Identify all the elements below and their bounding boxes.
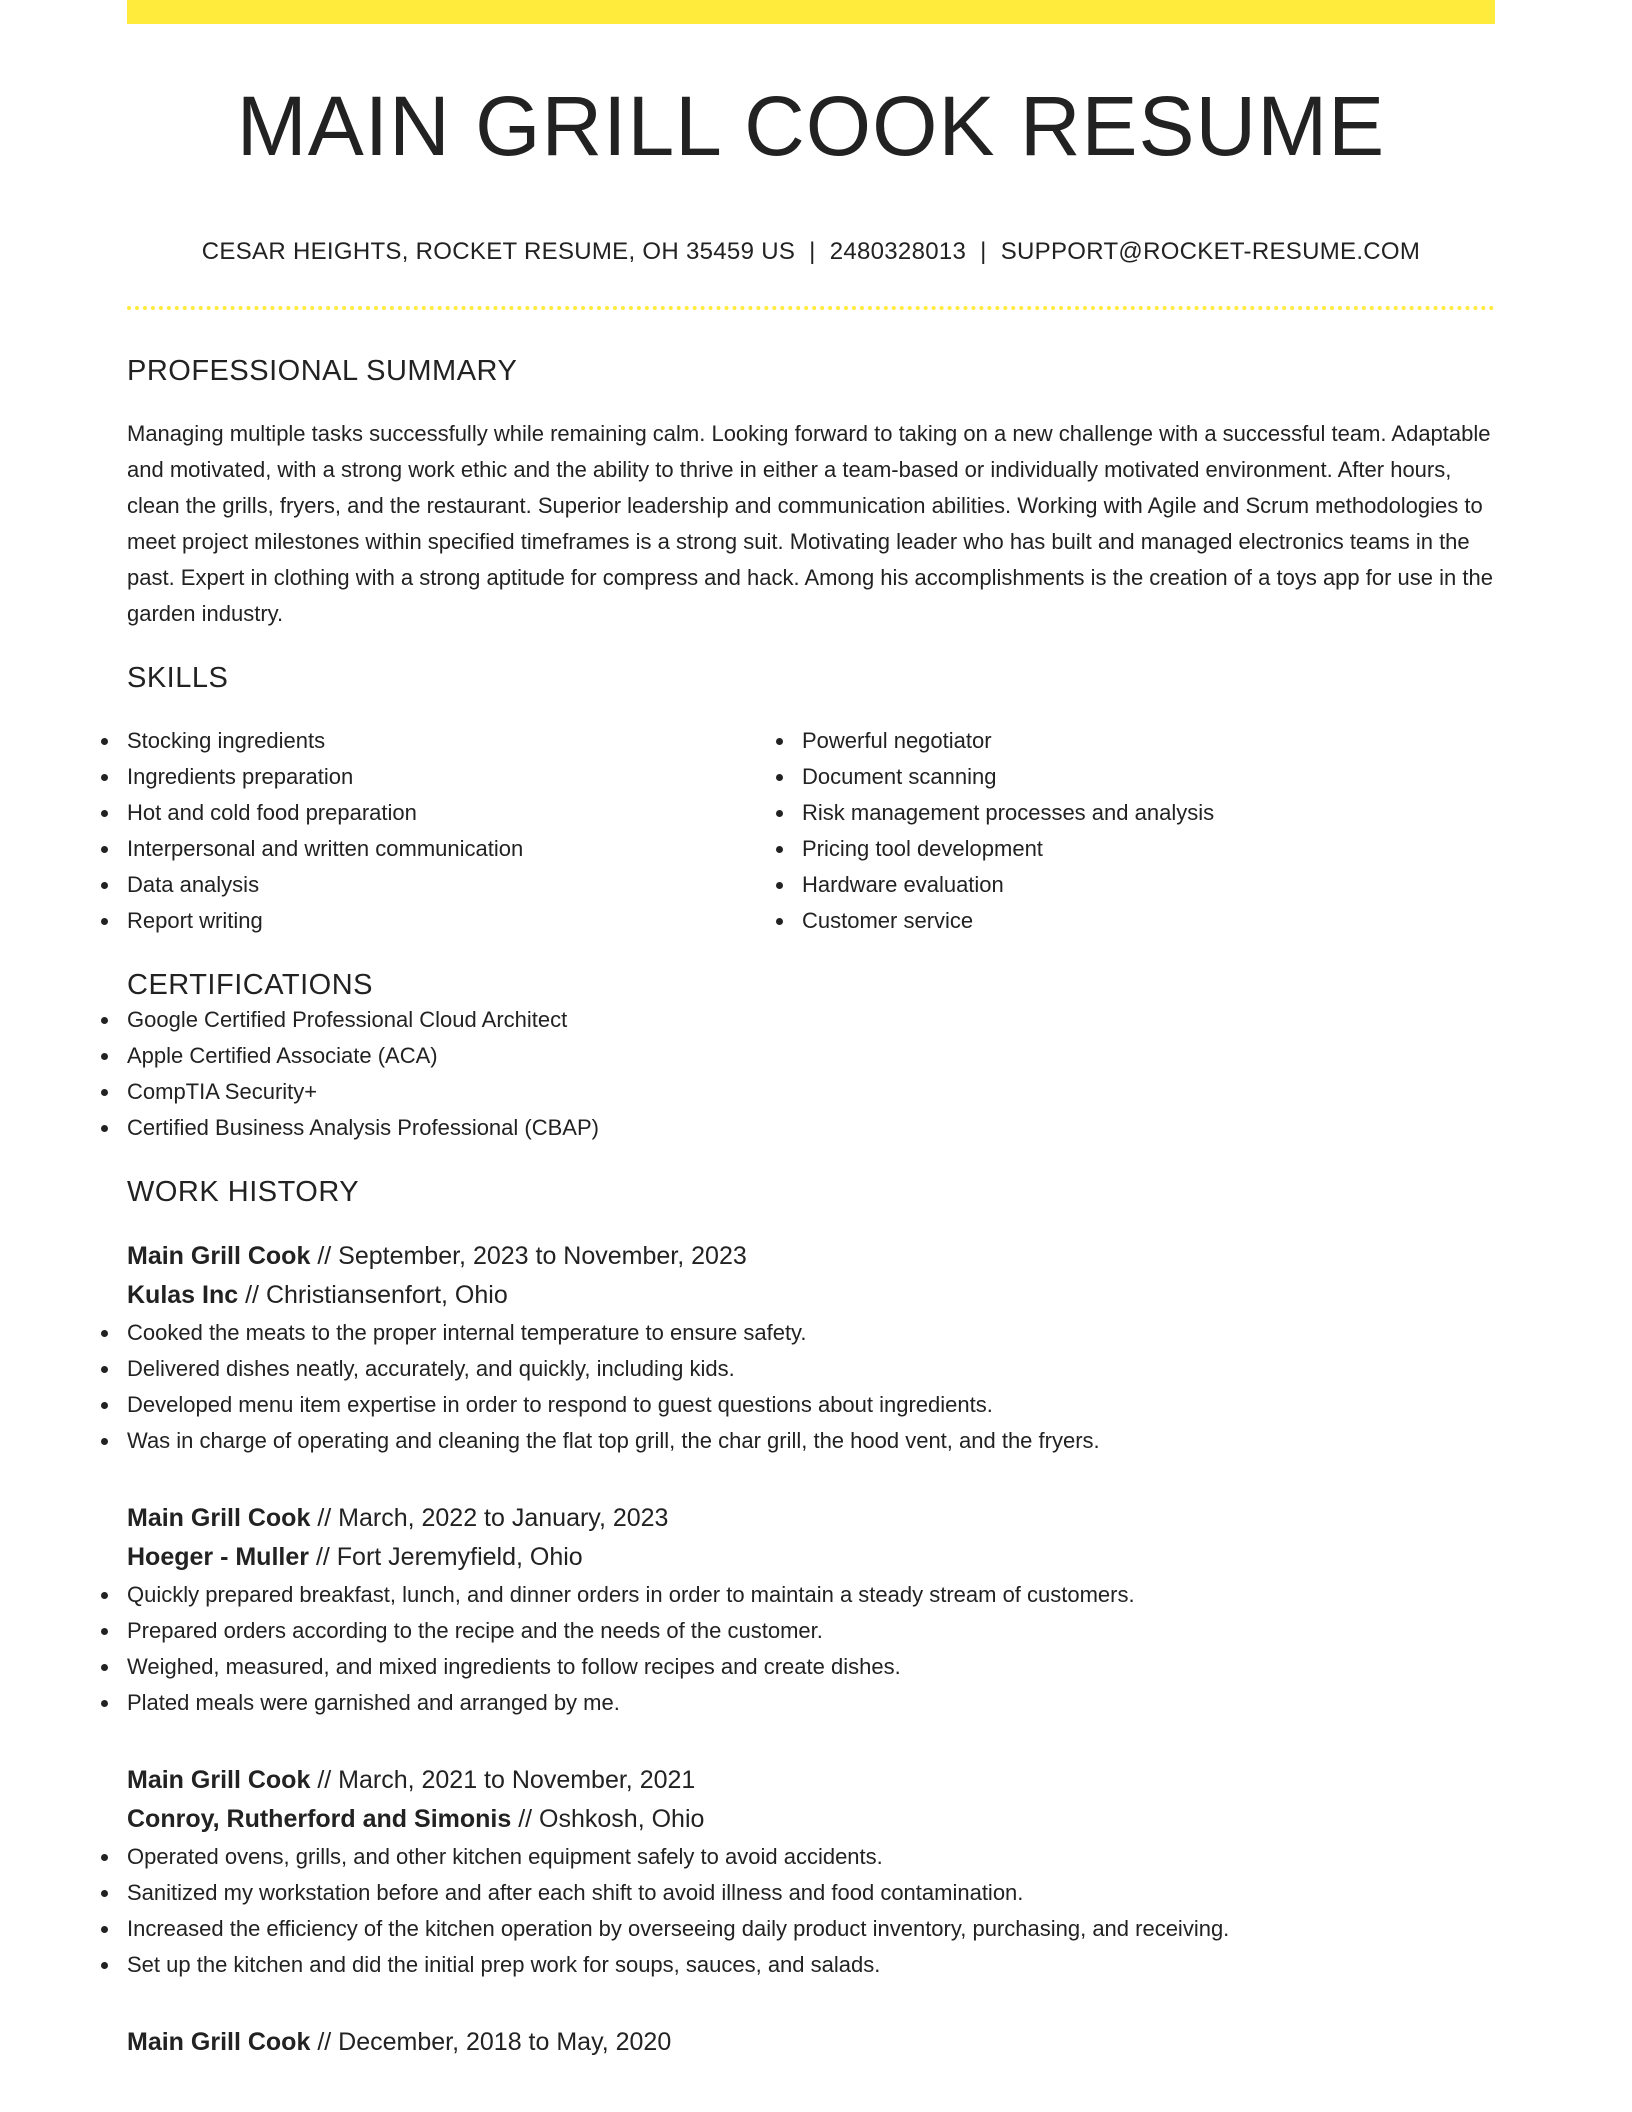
job-title-line bbox=[127, 1237, 1495, 1276]
certification-item: Google Certified Professional Cloud Architect bbox=[127, 1002, 1495, 1038]
job-bullet: Increased the efficiency of the kitchen operation by overseeing daily product inventory, purchasing, and receiving. bbox=[127, 1911, 1495, 1947]
section-heading: PROFESSIONAL SUMMARY bbox=[127, 355, 518, 387]
resume-page bbox=[127, 0, 1495, 2062]
job-location: // Fort Jeremyfield, Ohio bbox=[315, 1543, 583, 1571]
job-entry bbox=[127, 1237, 1495, 1459]
job-entry bbox=[127, 1499, 1495, 1721]
job-company-line bbox=[127, 1276, 1495, 1315]
job-company: Conroy, Rutherford and Simonis bbox=[127, 1805, 512, 1833]
certification-item: CompTIA Security+ bbox=[127, 1074, 1495, 1110]
job-bullets bbox=[127, 1577, 1495, 1721]
skill-item: Customer service bbox=[802, 903, 1477, 939]
skill-item: Risk management processes and analysis bbox=[802, 795, 1477, 831]
job-bullet: Operated ovens, grills, and other kitchen equipment safely to avoid accidents. bbox=[127, 1839, 1495, 1875]
job-company-line bbox=[127, 1538, 1495, 1577]
work-history-section bbox=[127, 1176, 1495, 2062]
skill-item: Report writing bbox=[127, 903, 802, 939]
job-title-line bbox=[127, 2023, 1495, 2062]
skill-item: Hot and cold food preparation bbox=[127, 795, 802, 831]
skill-item: Interpersonal and written communication bbox=[127, 831, 802, 867]
section-heading: CERTIFICATIONS bbox=[127, 969, 373, 1001]
job-company: Hoeger - Muller bbox=[127, 1543, 309, 1571]
skill-item: Hardware evaluation bbox=[802, 867, 1477, 903]
certifications-list bbox=[127, 1002, 1495, 1146]
section-heading: SKILLS bbox=[127, 662, 229, 694]
job-bullet: Was in charge of operating and cleaning the flat top grill, the char grill, the hood vent, and the fryers. bbox=[127, 1423, 1495, 1459]
job-location: // Oshkosh, Ohio bbox=[518, 1805, 705, 1833]
job-bullets bbox=[127, 1839, 1495, 1983]
job-bullet: Plated meals were garnished and arranged by me. bbox=[127, 1685, 1495, 1721]
job-location: // Christiansenfort, Ohio bbox=[245, 1281, 508, 1309]
contact-line bbox=[127, 238, 1495, 266]
job-bullet: Weighed, measured, and mixed ingredients to follow recipes and create dishes. bbox=[127, 1649, 1495, 1685]
job-bullet: Sanitized my workstation before and after each shift to avoid illness and food contamination. bbox=[127, 1875, 1495, 1911]
section-heading: WORK HISTORY bbox=[127, 1176, 360, 1208]
dotted-divider bbox=[127, 306, 1495, 310]
job-company-line bbox=[127, 1800, 1495, 1839]
job-title: Main Grill Cook bbox=[127, 2028, 311, 2056]
contact-phone: 2480328013 bbox=[829, 238, 967, 265]
job-bullet: Cooked the meats to the proper internal temperature to ensure safety. bbox=[127, 1315, 1495, 1351]
certification-item: Apple Certified Associate (ACA) bbox=[127, 1038, 1495, 1074]
job-title: Main Grill Cook bbox=[127, 1242, 311, 1270]
job-bullet: Delivered dishes neatly, accurately, and quickly, including kids. bbox=[127, 1351, 1495, 1387]
skill-item: Pricing tool development bbox=[802, 831, 1477, 867]
job-entry bbox=[127, 2023, 1495, 2062]
skill-item: Stocking ingredients bbox=[127, 723, 802, 759]
skill-item: Document scanning bbox=[802, 759, 1477, 795]
skill-item: Data analysis bbox=[127, 867, 802, 903]
job-title-line bbox=[127, 1499, 1495, 1538]
contact-separator: | bbox=[809, 238, 816, 265]
skills-list-left bbox=[127, 723, 802, 939]
certification-item: Certified Business Analysis Professional (CBAP) bbox=[127, 1110, 1495, 1146]
job-bullets bbox=[127, 1315, 1495, 1459]
job-dates: // September, 2023 to November, 2023 bbox=[317, 1242, 747, 1270]
contact-address: CESAR HEIGHTS, ROCKET RESUME, OH 35459 US bbox=[201, 238, 796, 265]
skills-list-right bbox=[802, 723, 1477, 939]
job-bullet: Prepared orders according to the recipe and the needs of the customer. bbox=[127, 1613, 1495, 1649]
skills-grid bbox=[127, 723, 1495, 939]
contact-separator: | bbox=[980, 238, 987, 265]
top-accent-bar bbox=[127, 0, 1495, 24]
job-dates: // March, 2022 to January, 2023 bbox=[317, 1504, 669, 1532]
job-title-line bbox=[127, 1761, 1495, 1800]
summary-text: Managing multiple tasks successfully while remaining calm. Looking forward to taking on a new challenge with a successful team. Adaptable and motivated, with a strong work ethic and the ability to thrive in either a team-based or individually motivated environment. After hours, clean the grills, fryers, and the restaurant. Superior leadership and communication abilities. Working with Agile and Scrum methodologies to meet project milestones within specified timeframes is a strong suit. Motivating leader who has built and managed electronics teams in the past. Expert in clothing with a strong aptitude for compress and hack. Among his accomplishments is the creation of a toys app for use in the garden industry. bbox=[127, 421, 1493, 626]
job-company: Kulas Inc bbox=[127, 1281, 239, 1309]
job-bullet: Set up the kitchen and did the initial prep work for soups, sauces, and salads. bbox=[127, 1947, 1495, 1983]
job-bullet: Developed menu item expertise in order to respond to guest questions about ingredients. bbox=[127, 1387, 1495, 1423]
skill-item: Ingredients preparation bbox=[127, 759, 802, 795]
job-bullet: Quickly prepared breakfast, lunch, and dinner orders in order to maintain a steady stream of customers. bbox=[127, 1577, 1495, 1613]
job-title: Main Grill Cook bbox=[127, 1766, 311, 1794]
resume-title: MAIN GRILL COOK RESUME bbox=[236, 79, 1386, 173]
professional-summary-section bbox=[127, 355, 1495, 632]
contact-email: SUPPORT@ROCKET-RESUME.COM bbox=[1000, 238, 1421, 265]
job-title: Main Grill Cook bbox=[127, 1504, 311, 1532]
certifications-section bbox=[127, 969, 1495, 1146]
skills-section bbox=[127, 662, 1495, 939]
job-entry bbox=[127, 1761, 1495, 1983]
skill-item: Powerful negotiator bbox=[802, 723, 1477, 759]
job-dates: // March, 2021 to November, 2021 bbox=[317, 1766, 696, 1794]
job-dates: // December, 2018 to May, 2020 bbox=[317, 2028, 672, 2056]
